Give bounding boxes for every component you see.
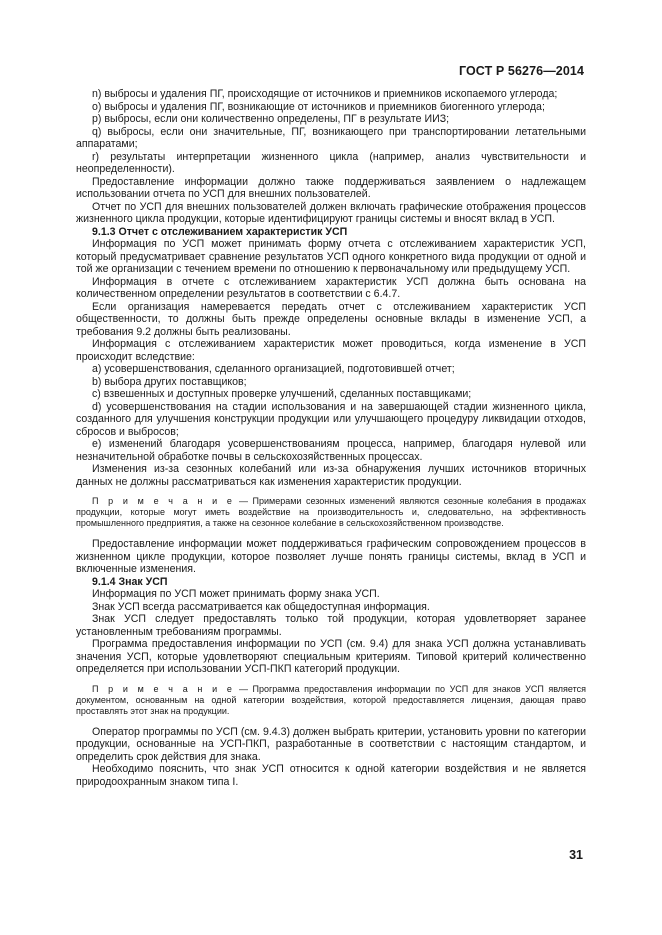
- list-item-b: b) выбора других поставщиков;: [92, 375, 247, 388]
- paragraph-statement: Предоставление информации должно также поддерживаться заявлением о надлежащем использовании отчета по УСП для внешних пользователей.: [76, 175, 586, 200]
- paragraph-clarify: Необходимо пояснить, что знак УСП относится к одной категории воздействия и не является природоохранным знаком типа I.: [76, 763, 586, 788]
- body-text: [76, 88, 586, 788]
- paragraph-seasonal: Изменения из-за сезонных колебаний или из-за обнаружения лучших источников вторичных данных не должны рассматриваться как изменения характеристик продукции.: [76, 463, 586, 488]
- note-text: — Программа предоставления информации по УСП для знаков УСП является документом, основанным на одной категории воздействия, которой предоставляется лицензия, дающая право проставлять этот знак на продукции.: [76, 683, 586, 716]
- list-item-q: q) выбросы, если они значительные, ПГ, возникающего при транспортировании летательными аппаратами;: [76, 125, 586, 150]
- note-text: — Примерами сезонных изменений являются сезонные колебания в продажах продукции, которые могут иметь воздействие на производительность и, следовательно, на эффективность промышленного предприятия, а также на сезонное колебание в сельскохозяйственном производстве.: [76, 496, 587, 528]
- paragraph-graphic-support: Предоставление информации может поддерживаться графическим сопровождением процессов в жизненном цикле продукции, которое позволяет лучше понять границы системы, вклад в УСП и включенные изменения.: [76, 538, 586, 575]
- page-number: 31: [569, 848, 583, 862]
- list-item-o: o) выбросы и удаления ПГ, возникающие от источников и приемников биогенного углерода;: [92, 100, 545, 113]
- paragraph-label-form: Информация по УСП может принимать форму знака УСП.: [92, 588, 380, 600]
- paragraph-tracking-form: Информация по УСП может принимать форму отчета с отслеживанием характеристик УСП, который предусматривает сравнение результатов УСП одного конкретного вида продукции от одной и той же организации с течением времени по отношению к первоначальному или предыдущему УСП.: [76, 238, 586, 275]
- paragraph-tracking-causes: Информация с отслеживанием характеристик может проводиться, когда изменение в УСП происходит вследствие:: [76, 338, 586, 363]
- list-item-e: e) изменений благодаря усовершенствованиям процесса, например, благодаря нулевой или незначительной обработке почвы в сельскохозяйственных процессах.: [76, 438, 586, 463]
- paragraph-label-requirements: Знак УСП следует предоставлять только той продукции, которая удовлетворяет заранее установленным требованиям программы.: [76, 613, 586, 638]
- section-heading-9-1-3: 9.1.3 Отчет с отслеживанием характеристик УСП: [92, 225, 348, 238]
- note-label: П р и м е ч а н и е: [92, 683, 235, 694]
- list-item-c: c) взвешенных и доступных проверке улучшений, сделанных поставщиками;: [92, 388, 472, 400]
- list-item-a: a) усовершенствования, сделанного организацией, подготовившей отчет;: [92, 363, 455, 375]
- list-item-n: n) выбросы и удаления ПГ, происходящие от источников и приемников ископаемого углерода;: [92, 88, 558, 100]
- paragraph-graphics: Отчет по УСП для внешних пользователей должен включать графические отображения процессов жизненного цикла продукции, которые идентифицируют границы системы и вносят вклад в УСП.: [76, 200, 586, 225]
- paragraph-tracking-public: Если организация намеревается передать отчет с отслеживанием характеристик УСП общественности, то должны быть прежде определены основные вклады в изменение УСП, а требования 9.2 должны быть реализованы.: [76, 300, 586, 338]
- paragraph-label-program: Программа предоставления информации по УСП (см. 9.4) для знака УСП должна устанавливать значения УСП, которые удовлетворяют специальным критериям. Типовой критерий количественно определяется при использовании УСП-ПКП категорий продукции.: [76, 638, 586, 675]
- note-program: [76, 684, 586, 717]
- section-heading-9-1-4: 9.1.4 Знак УСП: [92, 575, 168, 588]
- standard-header: ГОСТ Р 56276—2014: [458, 64, 584, 78]
- paragraph-operator: Оператор программы по УСП (см. 9.4.3) должен выбрать критерии, установить уровни по категории продукции, основанные на УСП-ПКП, разработанные в соответствии с настоящим стандартом, и определить срок действия для знака.: [76, 725, 586, 763]
- list-item-d: d) усовершенствования на стадии использования и на завершающей стадии жизненного цикла, созданного для улучшения конструкции продукции или улучшающего процедуру ликвидации отходов, сбросов и выбросов;: [76, 400, 586, 438]
- list-item-p: p) выбросы, если они количественно определены, ПГ в результате ИИЗ;: [92, 113, 450, 125]
- list-item-r: r) результаты интерпретации жизненного цикла (например, анализ чувствительности и неопределенности).: [76, 150, 586, 175]
- paragraph-tracking-basis: Информация в отчете с отслеживанием характеристик УСП должна быть основана на количественном определении результатов в соответствии с 6.4.7.: [76, 275, 586, 300]
- note-seasonal: [76, 496, 586, 529]
- paragraph-label-public: Знак УСП всегда рассматривается как общедоступная информация.: [92, 600, 430, 613]
- note-label: П р и м е ч а н и е: [92, 496, 235, 506]
